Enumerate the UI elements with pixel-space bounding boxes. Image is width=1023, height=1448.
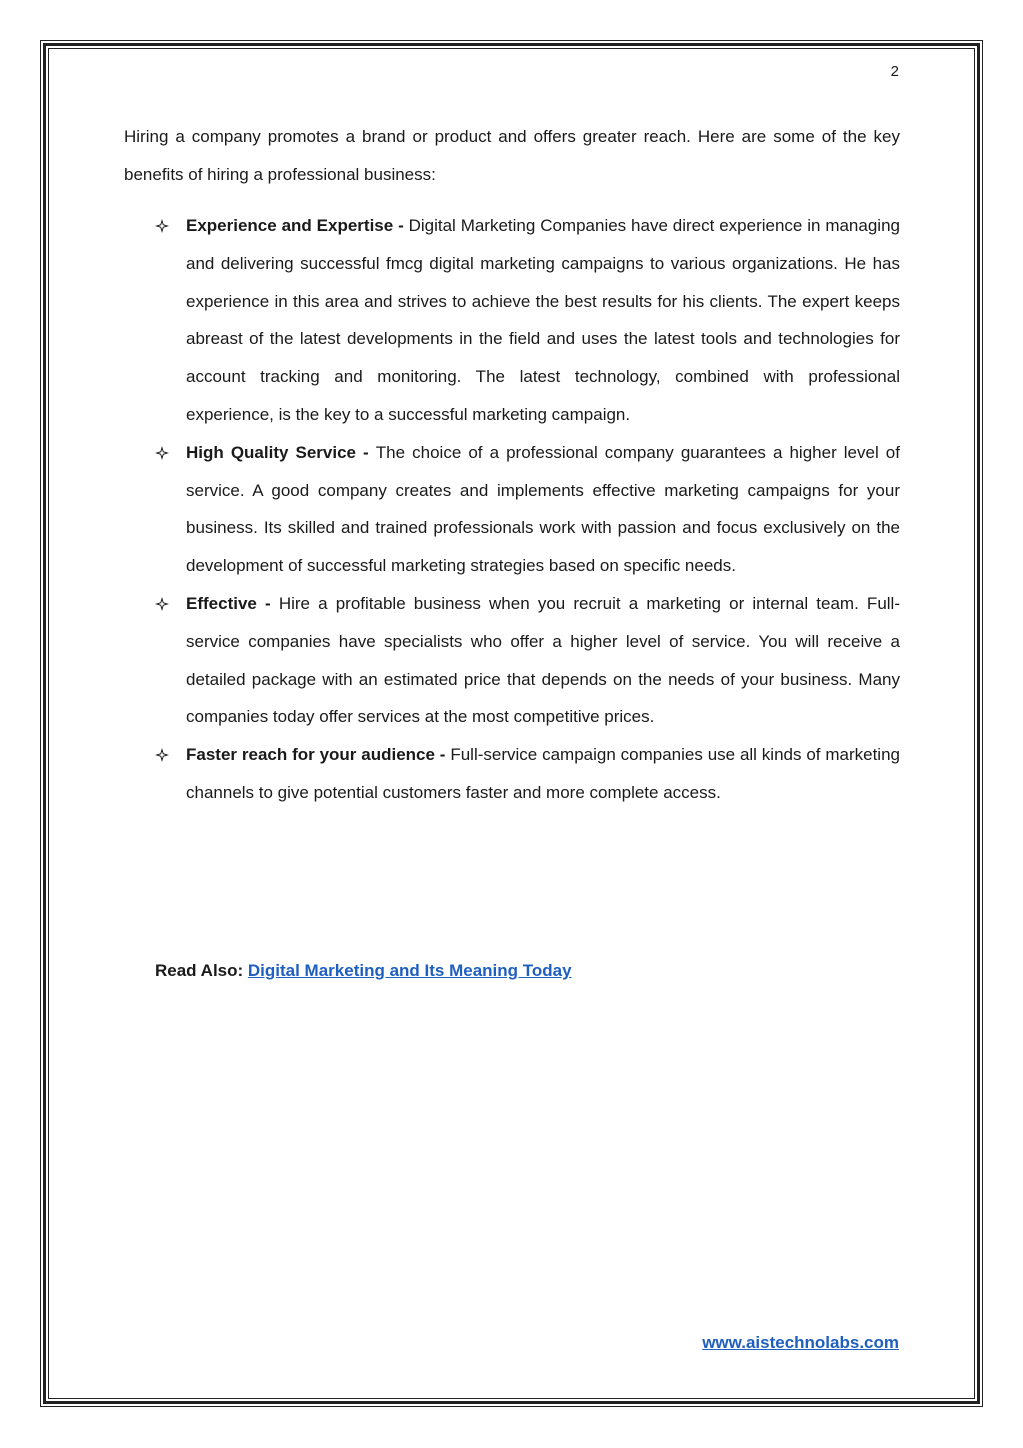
benefits-list <box>124 207 900 812</box>
list-item <box>124 434 900 585</box>
list-item <box>124 736 900 812</box>
diamond-bullet-icon <box>154 445 170 461</box>
diamond-bullet-icon <box>154 596 170 612</box>
benefit-term: Experience and Expertise - <box>186 216 409 235</box>
list-item <box>124 585 900 736</box>
intro-paragraph: Hiring a company promotes a brand or product and offers greater reach. Here are some of the key benefits of hiring a professional business: <box>124 127 900 184</box>
benefit-text: Hire a profitable business when you recruit a marketing or internal team. Full-service companies have specialists who offer a higher level of service. You will receive a detailed package with an estimated price that depends on the needs of your business. Many companies today offer services at the most competitive prices. <box>186 593 900 727</box>
diamond-bullet-icon <box>154 747 170 763</box>
diamond-bullet-icon <box>154 218 170 234</box>
read-also-link[interactable]: Digital Marketing and Its Meaning Today <box>247 961 572 980</box>
benefit-text: Digital Marketing Companies have direct experience in managing and delivering successful fmcg digital marketing campaigns to various organizations. He has experience in this area and strives to achieve the best results for his clients. The expert keeps abreast of the latest developments in the field and uses the latest tools and technologies for account tracking and monitoring. The latest technology, combined with professional experience, is the key to a successful marketing campaign. <box>186 216 900 424</box>
benefit-term: Effective - <box>186 593 279 613</box>
list-item <box>124 207 900 434</box>
benefit-term: High Quality Service - <box>186 442 376 462</box>
benefit-text: The choice of a professional company guarantees a higher level of service. A good company creates and implements effective marketing campaigns for your business. Its skilled and trained professionals work with passion and focus exclusively on the development of successful marketing strategies based on specific needs. <box>186 442 900 576</box>
page-number: 2 <box>890 63 899 80</box>
benefit-term: Faster reach for your audience - <box>186 745 451 765</box>
footer-website-link[interactable]: www.aistechnolabs.com <box>702 1333 899 1352</box>
read-also <box>155 952 572 990</box>
read-also-label: Read Also: <box>155 961 248 980</box>
benefit-text: Full-service campaign companies use all kinds of marketing channels to give potential customers faster and more complete access. <box>186 745 900 802</box>
